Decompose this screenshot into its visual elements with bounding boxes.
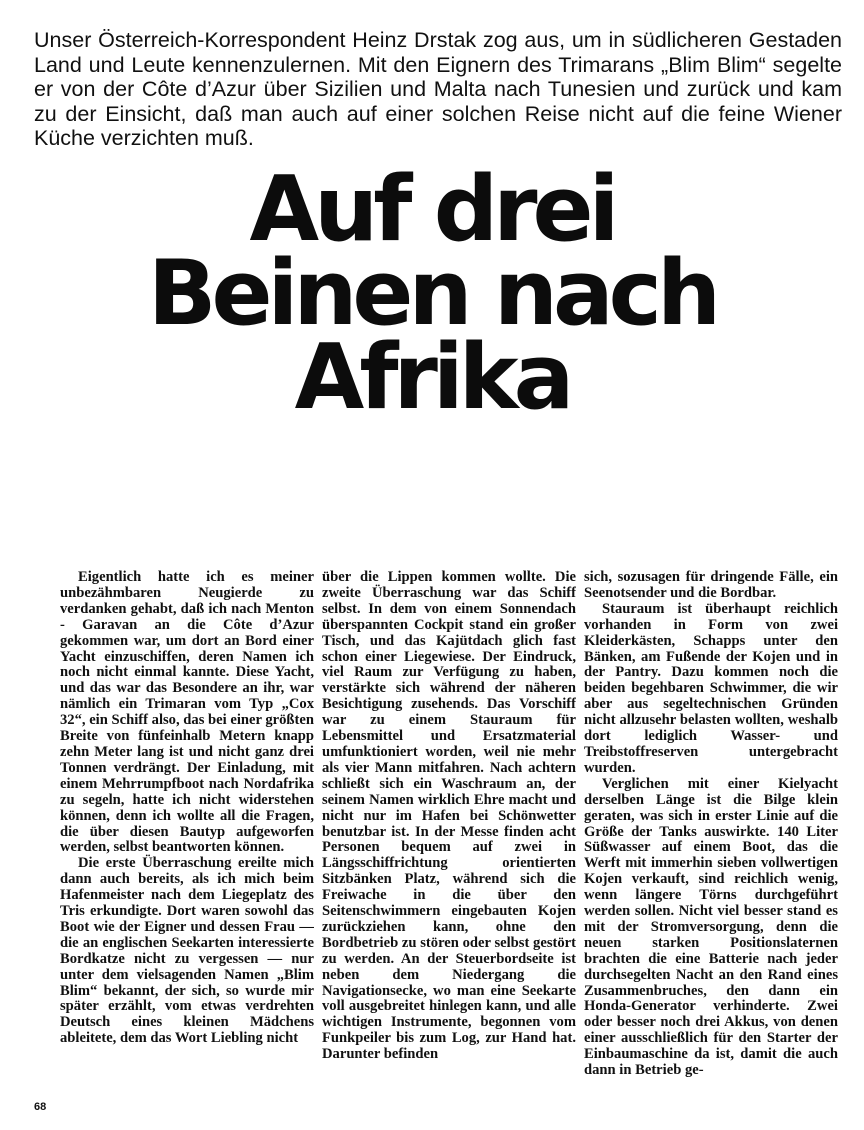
paragraph: Verglichen mit einer Kielyacht derselben Länge ist die Bilge klein geraten, was sich in erster Linie auf die Größe der Tanks auswirkte. 140 Liter Süßwasser auf einem Boot, das die Werft mit immerhin sieben vollwertigen Kojen verkauft, sind reichlich wenig, wenn längere Törns durchgeführt werden sollen. Nicht viel besser stand es mit der Stromversorgung, denn die neuen starken Positionslaternen brachten die eine Batterie nach jeder durchsegelten Nacht an den Rand eines Zusammenbruches, den dann ein Honda-Generator verhinderte. Zwei oder besser noch drei Akkus, von denen einer ausschließlich für den Starter der Einbaumaschine da ist, damit die auch dann in Betrieb ge- xyxy=(584,775,838,1079)
page-number: 68 xyxy=(34,1101,47,1113)
intro-paragraph: Unser Österreich-Korrespondent Heinz Drstak zog aus, um in südlicheren Gestaden Land und Leute kennenzulernen. Mit den Eignern des Trimarans „Blim Blim“ segelte er von der Côte d’Azur über Sizilien und Malta nach Tunesien und zurück und kam zu der Einsicht, daß man auch auf einer solchen Reise nicht auf die feine Wiener Küche verzichten muß. xyxy=(34,28,842,150)
paragraph: Eigentlich hatte ich es meiner unbezähmbaren Neugierde zu verdanken gehabt, daß ich nach Menton - Garavan an die Côte d’Azur gekommen war, um dort an Bord einer Yacht einzuschiffen, deren Namen ich noch nicht einmal kannte. Diese Yacht, und das war das Besondere an ihr, war nämlich ein Trimaran vom Typ „Cox 32“, ein Schiff also, das bei einer größten Breite von fünfeinhalb Metern knapp zehn Meter lang ist und nicht ganz drei Tonnen verdrängt. Der Einladung, mit einem Mehrrumpfboot nach Nordafrika zu segeln, hatte ich nicht widerstehen können, denn ich wollte all die Fragen, die über diesen Bautyp aufgeworfen werden, selbst beantworten können. xyxy=(60,570,314,856)
text-column-2 xyxy=(322,570,576,1105)
headline-line-1: Auf drei xyxy=(249,157,615,262)
paragraph: über die Lippen kommen wollte. Die zweite Überraschung war das Schiff selbst. In dem von einem Sonnendach überspannten Cockpit stand ein großer Tisch, und das Kajütdach glich fast schon einer Liegewiese. Der Eindruck, viel Raum zur Verfügung zu haben, verstärkte sich während der näheren Besichtigung zusehends. Das Vorschiff war zu einem Stauraum für Lebensmittel und Ersatzmaterial umfunktioniert worden, weil nie mehr als vier Mann mitfahren. Nach achtern schließt sich ein Waschraum an, der seinem Namen wirklich Ehre macht und nicht nur im Hafen bei Schönwetter benutzbar ist. In der Messe finden acht Personen bequem auf zwei in Längsschiffrichtung orientierten Sitzbänken Platz, während sich die Freiwache in die über den Seitenschwimmern eingebauten Kojen zurückziehen kann, ohne den Bordbetrieb zu stören oder selbst gestört zu werden. An der Steuerbordseite ist neben dem Niedergang die Navigationsecke, wo man eine Seekarte voll ausgebreitet hinlegen kann, und alle wichtigen Instrumente, begonnen vom Funkpeiler bis zum Log, zur Hand hat. Darunter befinden xyxy=(322,570,576,1063)
paragraph: Die erste Überraschung ereilte mich dann auch bereits, als ich mich beim Hafenmeister nach dem Liegeplatz des Tris erkundigte. Dort waren sowohl das Boot wie der Eigner und dessen Frau — die an englischen Seekarten interessierte Bordkatze nicht zu vergessen — nur unter dem vielsagenden Namen „Blim Blim“ bekannt, der sich, so wurde mir später erzählt, vom etwas verdrehten Deutsch eines kleinen Mädchens ableitete, dem das Wort Liebling nicht xyxy=(60,855,314,1047)
headline xyxy=(0,157,864,430)
headline-line-3: Afrika xyxy=(294,325,570,430)
article-body xyxy=(60,570,840,1105)
text-column-1 xyxy=(60,570,314,1105)
paragraph: sich, sozusagen für dringende Fälle, ein Seenotsender und die Bordbar. xyxy=(584,570,838,601)
headline-line-2: Beinen nach xyxy=(147,241,717,346)
paragraph: Stauraum ist überhaupt reichlich vorhanden in Form von zwei Kleiderkästen, Schapps unter den Bänken, am Fußende der Kojen und in der Pantry. Dazu kommen noch die beiden begehbaren Schwimmer, die wir aber aus segeltechnischen Gründen nicht allzusehr belasten wollten, weshalb dort lediglich Wasser- und Treibstoffreserven untergebracht wurden. xyxy=(584,600,838,776)
text-column-3 xyxy=(584,570,838,1105)
